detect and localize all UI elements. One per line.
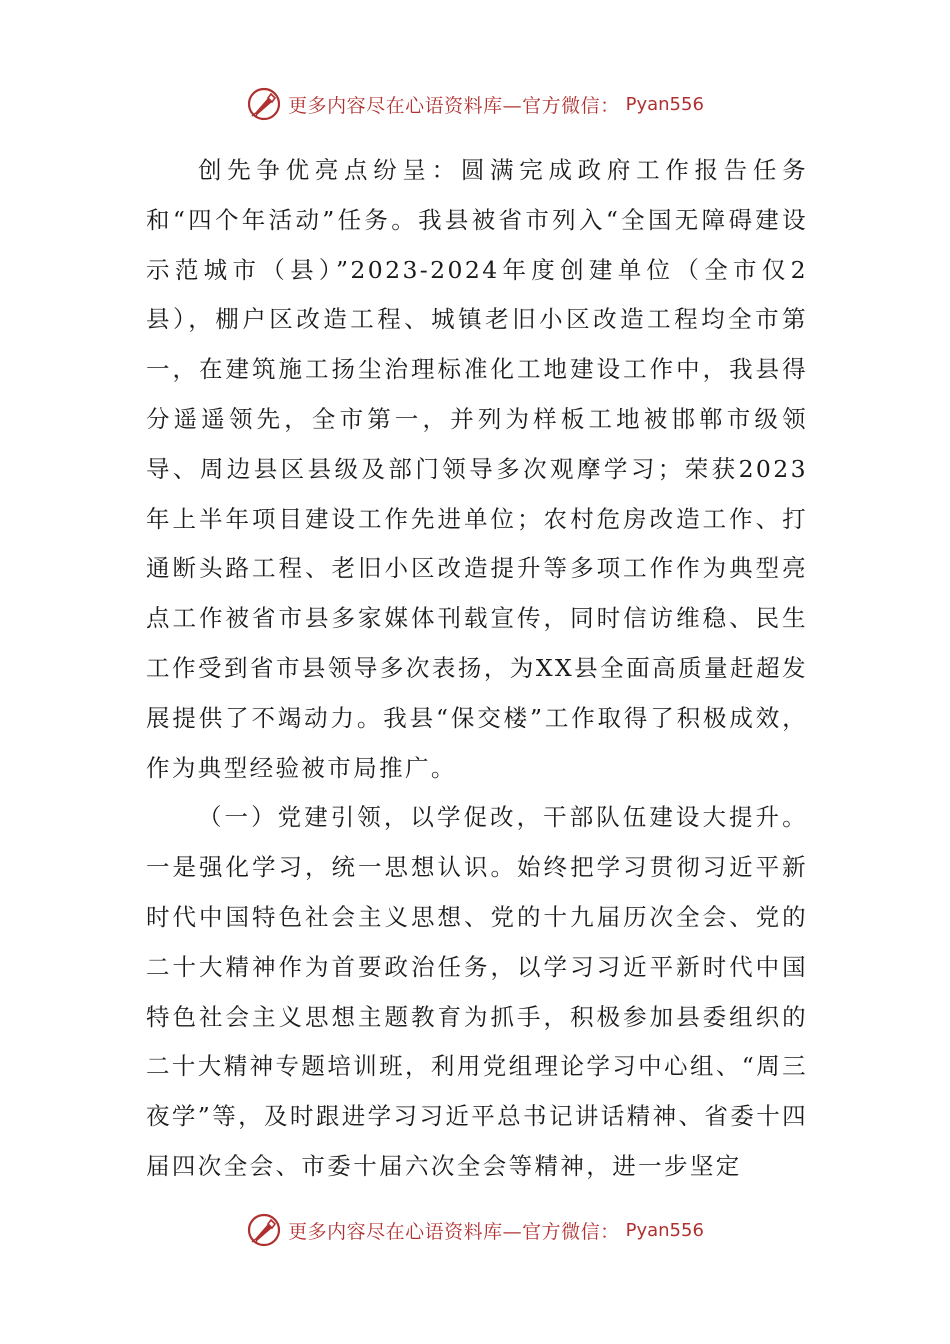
watermark-text: 更多内容尽在心语资料库—官方微信： bbox=[288, 1220, 620, 1243]
watermark-wechat-id: Pyan556 bbox=[625, 93, 704, 115]
watermark-banner-bottom bbox=[0, 1210, 950, 1250]
watermark-text: 更多内容尽在心语资料库—官方微信： bbox=[288, 94, 620, 117]
watermark-banner-top bbox=[0, 84, 950, 124]
pen-nib-logo-icon bbox=[246, 1212, 282, 1248]
paragraph-party-building: （一）党建引领，以学促改，干部队伍建设大提升。一是强化学习，统一思想认识。始终把学习贯彻习近平新时代中国特色社会主义思想、党的十九届历次全会、党的二十大精神作为首要政治任务，以学习习近平新时代中国特色社会主义思想主题教育为抓手，积极参加县委组织的二十大精神专题培训班，利用党组理论学习中心组、“周三夜学”等，及时跟进学习习近平总书记讲话精神、省委十四届四次全会、市委十届六次全会等精神，进一步坚定 bbox=[146, 803, 808, 1180]
paragraph-highlights: 创先争优亮点纷呈：圆满完成政府工作报告任务和“四个年活动”任务。我县被省市列入“全国无障碍建设示范城市（县）”2023-2024年度创建单位（全市仅2县），棚户区改造工程、城镇老旧小区改造工程均全市第一，在建筑施工扬尘治理标准化工地建设工作中，我县得分遥遥领先，全市第一，并列为样板工地被邯郸市级领导、周边县区县级及部门领导多次观摩学习；荣获2023年上半年项目建设工作先进单位；农村危房改造工作、打通断头路工程、老旧小区改造提升等多项工作作为典型亮点工作被省市县多家媒体刊载宣传，同时信访维稳、民生工作受到省市县领导多次表扬，为XX县全面高质量赶超发展提供了不竭动力。我县“保交楼”工作取得了积极成效，作为典型经验被市局推广。 bbox=[146, 156, 808, 782]
document-body bbox=[146, 146, 808, 1192]
pen-nib-logo-icon bbox=[246, 86, 282, 122]
watermark-wechat-id: Pyan556 bbox=[625, 1219, 704, 1241]
